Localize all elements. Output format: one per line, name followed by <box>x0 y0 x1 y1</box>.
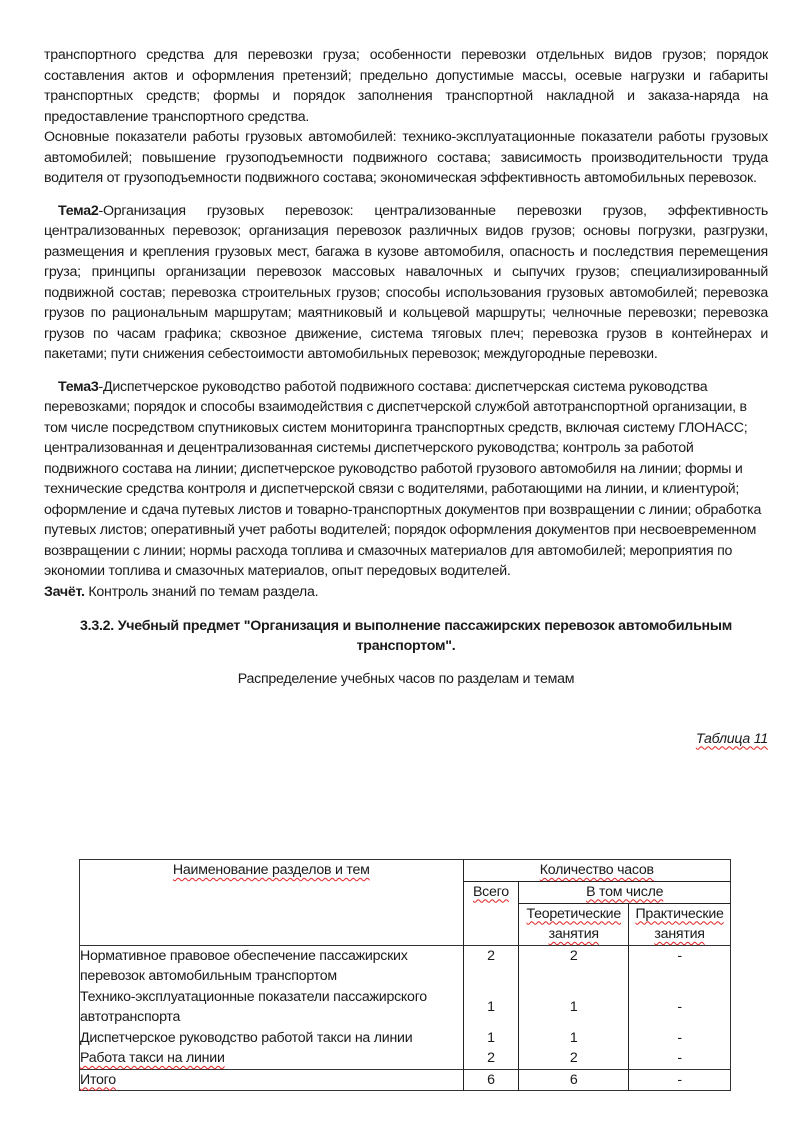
total-name-cell <box>80 1069 464 1091</box>
hours-table <box>79 859 731 1091</box>
row-theory: 2 <box>519 945 629 987</box>
topic3-text: -Диспетчерское руководство работой подвижного состава: диспетчерская система руководства перевозками; порядок и способы взаимодействия с диспетчерской службой автотранспортной организации, в том числе посредством спутниковых систем мониторинга транспортных средств, включая систему ГЛОНАСС; централизованная и децентрализованная системы диспетчерского руководства; контроль за работой подвижного состава на линии; диспетчерское руководство работой грузового автомобиля на линии; формы и технические средства контроля и диспетчерской связи с водителями, работающими на линии, и клиентурой; оформление и сдача путевых листов и товарно-транспортных документов при возвращении с линии; обработка путевых листов; оперативный учет работы водителей; порядок оформления документов при несвоевременном возвращении с линии; нормы расхода топлива и смазочных материалов для автомобилей; мероприятия по экономии топлива и смазочных материалов, опыт передовых водителей. <box>44 378 762 579</box>
intro-paragraph-2: Основные показатели работы грузовых автомобилей: технико-эксплуатационные показатели работы грузовых автомобилей; повышение грузоподъемности подвижного состава; зависимость производительности труда водителя от грузоподъемности подвижного состава; экономическая эффективность автомобильных перевозок. <box>44 129 768 186</box>
table-header-row-1 <box>80 860 731 882</box>
table-label-text: Таблица 11 <box>695 730 768 747</box>
table-label <box>44 729 768 750</box>
table-subtitle: Распределение учебных часов по разделам и темам <box>237 671 575 687</box>
row-total: 1 <box>463 987 519 1028</box>
document-page <box>44 45 768 749</box>
header-including: В том числе <box>586 883 664 900</box>
intro-paragraph-1: транспортного средства для перевозки груза; особенности перевозки отдельных видов грузов; порядок составления актов и оформления претензий; предельно допустимые массы, осевые нагрузки и габариты транспортных средств; формы и порядок заполнения транспортной накладной и заказа-наряда на предоставление транспортного средства. <box>44 47 768 125</box>
topic3-label: Тема3 <box>58 378 99 395</box>
row-theory: 1 <box>519 987 629 1028</box>
row-total: 1 <box>463 1028 519 1049</box>
row-name: Работа такси на линии <box>80 1050 225 1066</box>
row-total: 2 <box>463 945 519 987</box>
header-total: Всего <box>472 883 509 900</box>
credit-paragraph <box>44 582 768 603</box>
total-total: 6 <box>463 1069 519 1091</box>
header-including-cell <box>519 881 731 903</box>
table-total-row <box>80 1069 731 1091</box>
topic2-paragraph <box>44 201 768 365</box>
total-theory: 6 <box>519 1069 629 1091</box>
row-name-cell <box>80 1048 464 1069</box>
table-row <box>80 1048 731 1069</box>
table-row <box>80 945 731 987</box>
row-name: Технико-эксплуатационные показатели пассажирского автотранспорта <box>80 988 427 1025</box>
header-hours-cell <box>463 860 730 882</box>
header-theory: Теоретические занятия <box>526 905 621 942</box>
row-theory: 1 <box>519 1028 629 1049</box>
total-practice: - <box>629 1069 731 1091</box>
header-name: Наименование разделов и тем <box>172 862 370 878</box>
table-row <box>80 1028 731 1049</box>
topic2-label: Тема2 <box>58 202 99 219</box>
row-name: Нормативное правовое обеспечение пассажирских перевозок автомобильным транспортом <box>80 945 464 987</box>
row-practice: - <box>629 1028 731 1049</box>
header-practice-cell <box>629 903 731 945</box>
header-hours: Количество часов <box>539 862 654 878</box>
total-name: Итого <box>80 1071 116 1088</box>
topic3-paragraph <box>44 377 768 582</box>
section-heading: 3.3.2. Учебный предмет "Организация и выполнение пассажирских перевозок автомобильным транспортом". <box>80 618 732 654</box>
row-practice: - <box>629 987 731 1028</box>
row-practice: - <box>629 1048 731 1069</box>
row-total: 2 <box>463 1048 519 1069</box>
header-practice: Практические занятия <box>635 905 724 942</box>
row-name: Диспетчерское руководство работой такси на линии <box>80 1029 413 1046</box>
topic2-text: -Организация грузовых перевозок: централизованные перевозки грузов, эффективность централизованных перевозок; организация перевозок различных видов грузов; основы погрузки, разгрузки, размещения и крепления грузовых мест, багажа в кузове автомобиля, опасность и последствия перемещения груза; принципы организации перевозок массовых навалочных и сыпучих грузов; специализированный подвижной состав; перевозка строительных грузов; способы использования грузовых автомобилей; перевозка грузов по рациональным маршрутам; маятниковый и кольцевой маршруты; челночные перевозки; перевозка грузов по часам графика; сквозное движение, система тяговых плеч; перевозка грузов в контейнерах и пакетами; пути снижения себестоимости автомобильных перевозок; междугородные перевозки. <box>44 202 768 362</box>
row-practice: - <box>629 945 731 987</box>
table-row <box>80 987 731 1028</box>
row-theory: 2 <box>519 1048 629 1069</box>
credit-text: Контроль знаний по темам раздела. <box>84 583 319 600</box>
header-theory-cell <box>519 903 629 945</box>
header-total-cell <box>463 881 519 945</box>
credit-label: Зачёт. <box>44 583 85 600</box>
header-name-cell <box>80 860 464 946</box>
